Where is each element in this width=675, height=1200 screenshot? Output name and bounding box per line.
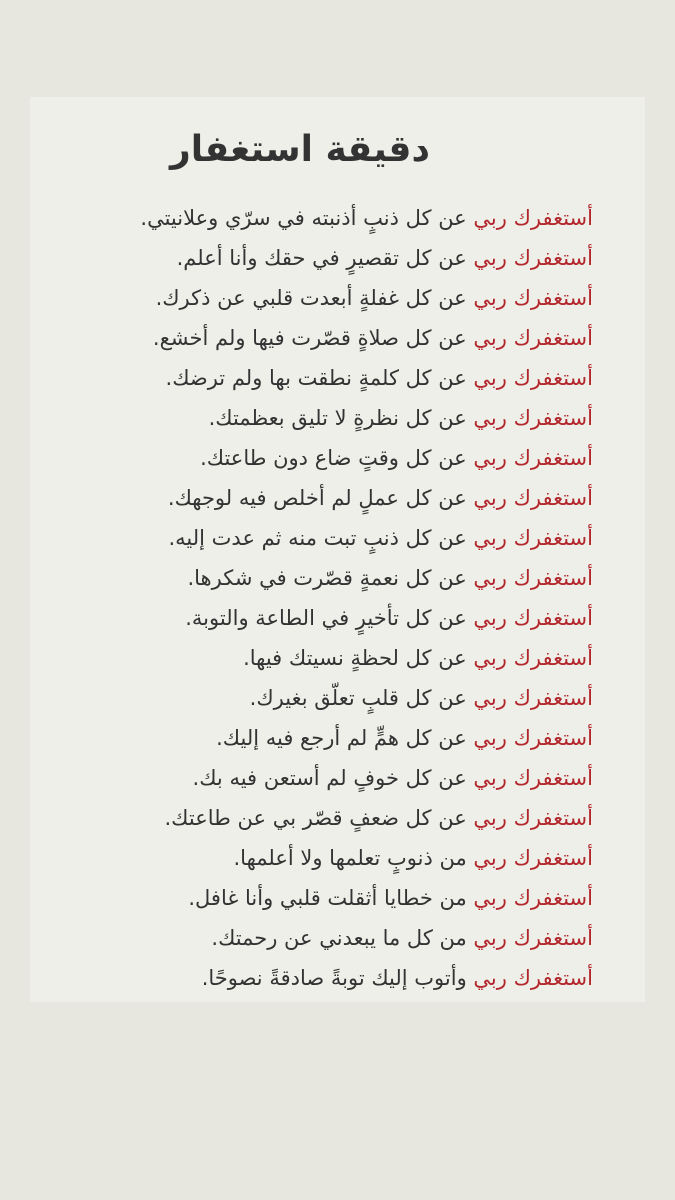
list-item (73, 598, 593, 638)
list-item (73, 478, 593, 518)
page-title: دقيقة استغفار (170, 129, 430, 170)
line-lead: أستغفرك ربي (473, 446, 593, 470)
line-lead: أستغفرك ربي (473, 566, 593, 590)
line-lead: أستغفرك ربي (473, 686, 593, 710)
line-text: عن كل تقصيرٍ في حقك وأنا أعلم. (176, 246, 474, 270)
line-lead: أستغفرك ربي (473, 886, 593, 910)
line-lead: أستغفرك ربي (473, 846, 593, 870)
list-item (73, 318, 593, 358)
line-text: من خطايا أثقلت قلبي وأنا غافل. (188, 886, 474, 910)
line-text: عن كل ذنبٍ تبت منه ثم عدت إليه. (168, 526, 474, 550)
list-item (73, 398, 593, 438)
line-lead: أستغفرك ربي (473, 646, 593, 670)
line-text: عن كل كلمةٍ نطقت بها ولم ترضك. (165, 366, 474, 390)
line-lead: أستغفرك ربي (473, 726, 593, 750)
line-text: عن كل غفلةٍ أبعدت قلبي عن ذكرك. (155, 286, 474, 310)
list-item (73, 878, 593, 918)
line-text: عن كل صلاةٍ قصّرت فيها ولم أخشع. (152, 326, 474, 350)
list-item (73, 518, 593, 558)
line-text: عن كل خوفٍ لم أستعن فيه بك. (192, 766, 474, 790)
line-text: عن كل نظرةٍ لا تليق بعظمتك. (208, 406, 474, 430)
line-text: عن كل ضعفٍ قصّر بي عن طاعتك. (164, 806, 474, 830)
list-item (73, 638, 593, 678)
line-text: عن كل وقتٍ ضاع دون طاعتك. (200, 446, 474, 470)
line-text: من كل ما يبعدني عن رحمتك. (211, 926, 474, 950)
line-text: وأتوب إليك توبةً صادقةً نصوحًا. (201, 966, 474, 990)
list-item (73, 358, 593, 398)
line-lead: أستغفرك ربي (473, 206, 593, 230)
line-lead: أستغفرك ربي (473, 766, 593, 790)
list-item (73, 798, 593, 838)
line-lead: أستغفرك ربي (473, 366, 593, 390)
line-lead: أستغفرك ربي (473, 606, 593, 630)
line-lead: أستغفرك ربي (473, 326, 593, 350)
list-item (73, 438, 593, 478)
list-item (73, 958, 593, 998)
line-lead: أستغفرك ربي (473, 806, 593, 830)
line-text: عن كل قلبٍ تعلّق بغيرك. (249, 686, 474, 710)
line-text: عن كل لحظةٍ نسيتك فيها. (243, 646, 474, 670)
list-item (73, 278, 593, 318)
line-lead: أستغفرك ربي (473, 966, 593, 990)
line-lead: أستغفرك ربي (473, 486, 593, 510)
list-item (73, 238, 593, 278)
line-lead: أستغفرك ربي (473, 926, 593, 950)
line-text: من ذنوبٍ تعلمها ولا أعلمها. (233, 846, 474, 870)
list-item (73, 198, 593, 238)
istighfar-list (73, 198, 593, 998)
line-lead: أستغفرك ربي (473, 526, 593, 550)
line-text: عن كل ذنبٍ أذنبته في سرّي وعلانيتي. (140, 206, 474, 230)
line-lead: أستغفرك ربي (473, 246, 593, 270)
list-item (73, 718, 593, 758)
line-text: عن كل نعمةٍ قصّرت في شكرها. (187, 566, 474, 590)
list-item (73, 918, 593, 958)
list-item (73, 838, 593, 878)
list-item (73, 678, 593, 718)
list-item (73, 758, 593, 798)
line-text: عن كل عملٍ لم أخلص فيه لوجهك. (167, 486, 474, 510)
line-lead: أستغفرك ربي (473, 406, 593, 430)
list-item (73, 558, 593, 598)
line-text: عن كل همٍّ لم أرجع فيه إليك. (216, 726, 474, 750)
line-lead: أستغفرك ربي (473, 286, 593, 310)
line-text: عن كل تأخيرٍ في الطاعة والتوبة. (185, 606, 474, 630)
